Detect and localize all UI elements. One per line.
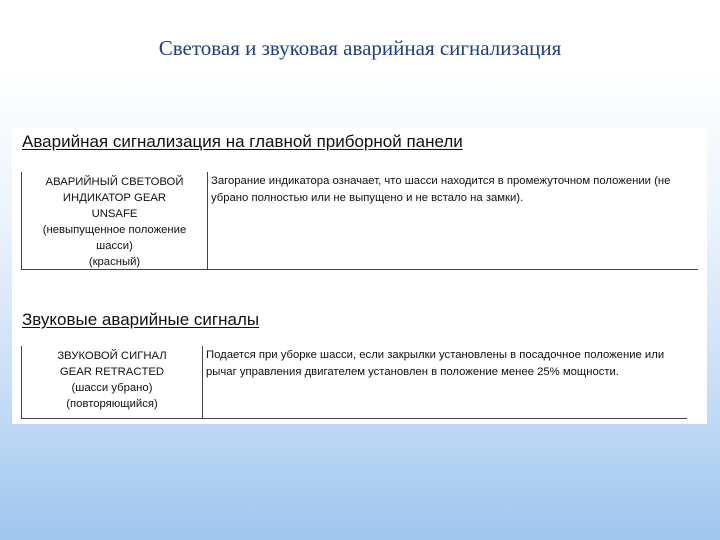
signal-cell: АВАРИЙНЫЙ СВЕТОВОЙ ИНДИКАТОР GEAR UNSAFE (невыпущенное положение шасси) (красный) bbox=[22, 172, 208, 269]
section-heading-audio: Звуковые аварийные сигналы bbox=[22, 310, 260, 329]
audio-alarm-table bbox=[21, 346, 687, 419]
content-panel bbox=[12, 128, 707, 424]
section-heading-main-panel: Аварийная сигнализация на главной приборной панели bbox=[22, 132, 463, 151]
slide-title: Световая и звуковая аварийная сигнализация bbox=[158, 36, 562, 60]
signal-cell: ЗВУКОВОЙ СИГНАЛ GEAR RETRACTED (шасси убрано) (повторяющийся) bbox=[22, 346, 203, 418]
description-cell: Подается при уборке шасси, если закрылки установлены в посадочное положение или рычаг управления двигателем установлен в положение менее 25% мощности. bbox=[206, 349, 665, 378]
main-panel-alarm-table bbox=[21, 172, 698, 270]
description-cell: Загорание индикатора означает, что шасси находится в промежуточном положении (не убрано полностью или не выпущено и не встало на замки). bbox=[211, 175, 671, 204]
